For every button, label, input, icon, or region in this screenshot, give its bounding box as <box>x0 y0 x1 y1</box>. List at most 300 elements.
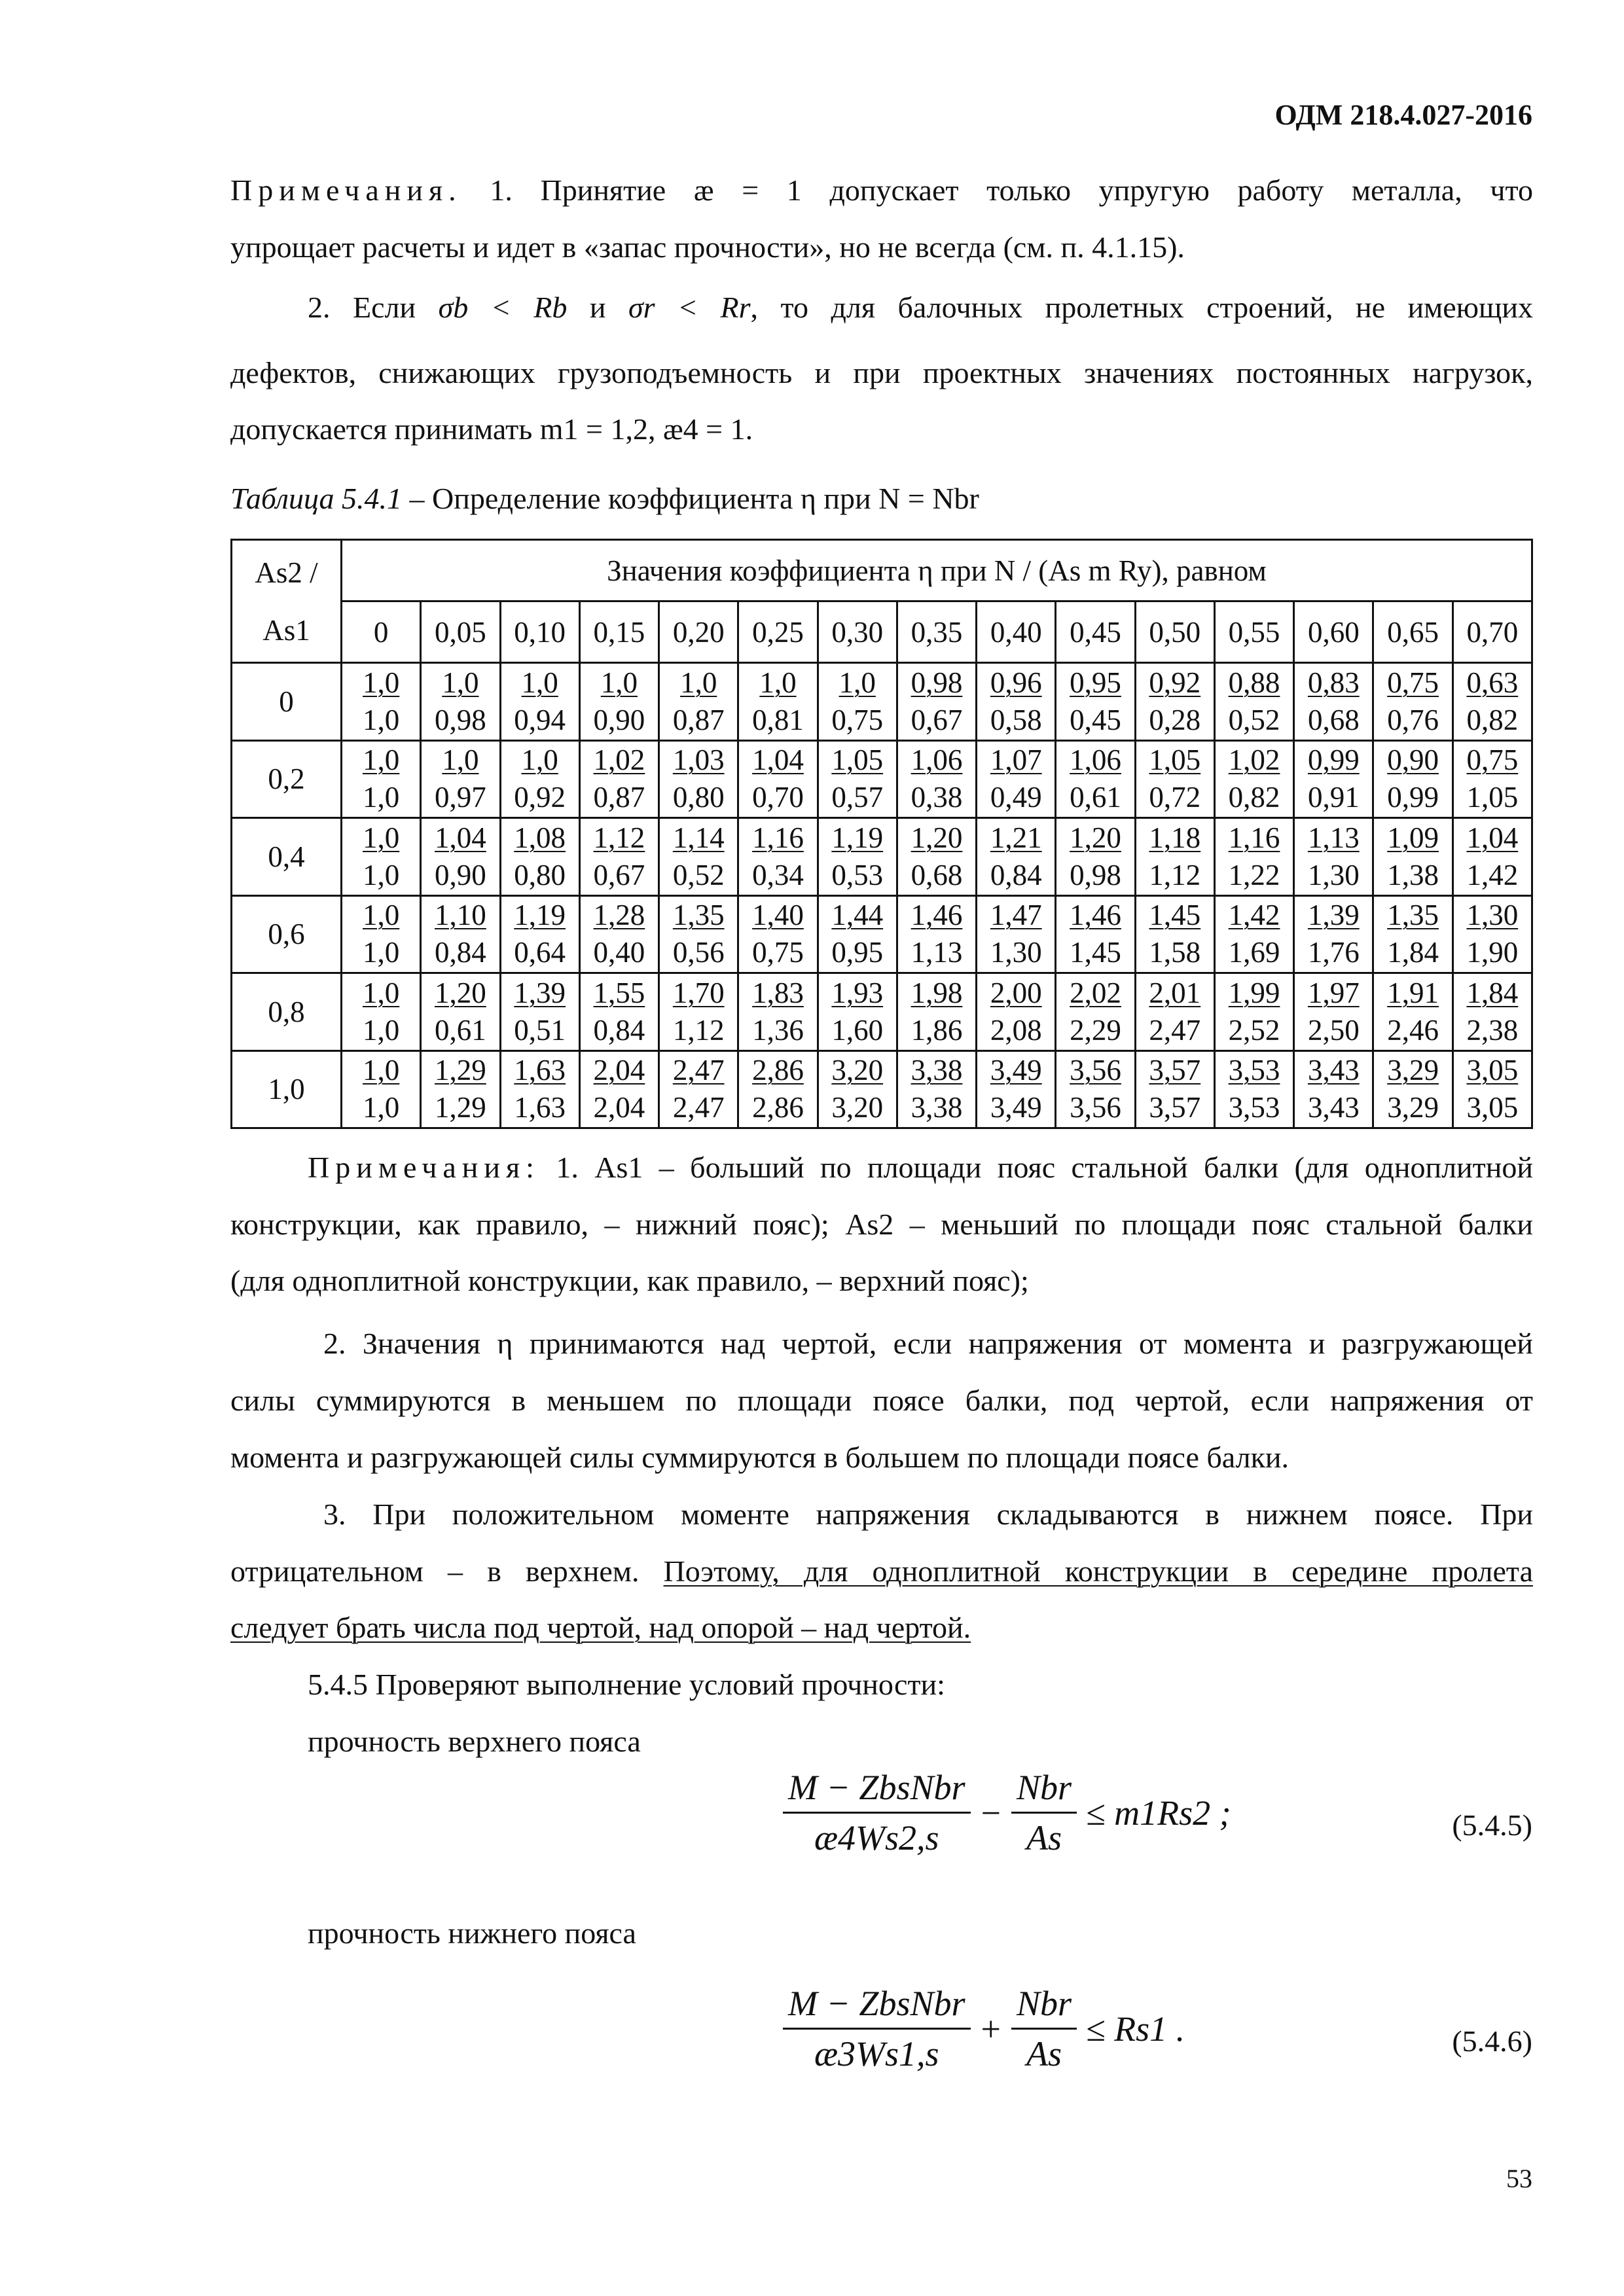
table-cell <box>500 973 579 1051</box>
value-below-line: 0,68 <box>1307 703 1360 736</box>
value-above-line: 1,0 <box>442 744 479 777</box>
table-cell <box>738 973 818 1051</box>
table-caption-number: Таблица 5.4.1 <box>230 482 403 515</box>
value-below-line: 0,90 <box>593 703 645 736</box>
value-below-line: 1,58 <box>1149 936 1201 969</box>
value-below-line: 3,53 <box>1228 1091 1280 1124</box>
column-header: 0,40 <box>977 601 1056 663</box>
column-header: 0,10 <box>500 601 579 663</box>
table-row <box>232 973 1532 1051</box>
table-cell <box>579 1050 659 1128</box>
value-below-line: 0,52 <box>672 858 725 891</box>
table-cell <box>897 663 976 741</box>
value-above-line: 1,0 <box>363 899 400 932</box>
value-above-line: 2,01 <box>1149 976 1201 1009</box>
condition-sigma-r: σr < Rr <box>628 291 751 324</box>
table-cell <box>977 895 1056 973</box>
table-cell <box>421 818 500 896</box>
value-above-line: 1,06 <box>911 744 963 777</box>
table-cell <box>659 663 738 741</box>
value-below-line: 0,34 <box>752 858 804 891</box>
value-above-line: 1,39 <box>514 976 566 1009</box>
table-cell <box>421 663 500 741</box>
value-below-line: 2,38 <box>1466 1013 1519 1047</box>
table-row <box>232 1050 1532 1128</box>
value-above-line: 1,16 <box>1228 821 1280 854</box>
value-above-line: 0,98 <box>911 666 963 699</box>
value-below-line: 0,94 <box>514 703 566 736</box>
corner-header-bottom: As1 <box>262 613 310 647</box>
table-row <box>232 740 1532 818</box>
value-above-line: 1,0 <box>442 666 479 699</box>
underlined-instruction: Поэтому, для одноплитной конструкции в середине пролета <box>663 1554 1533 1588</box>
value-below-line: 0,80 <box>672 781 725 814</box>
value-below-line: 1,36 <box>752 1013 804 1047</box>
table-cell <box>579 663 659 741</box>
value-above-line: 1,44 <box>831 899 884 932</box>
value-above-line: 1,93 <box>831 976 884 1009</box>
value-above-line: 0,88 <box>1228 666 1280 699</box>
table-cell <box>1453 663 1532 741</box>
table-cell <box>1056 663 1135 741</box>
value-above-line: 2,86 <box>752 1054 804 1087</box>
table-cell <box>659 818 738 896</box>
note-1-line-1: Примечания. 1. Принятие æ = 1 допускает только упругую работу металла, что <box>230 173 1533 207</box>
table-cell <box>977 973 1056 1051</box>
value-below-line: 0,72 <box>1149 781 1201 814</box>
value-below-line: 0,82 <box>1466 703 1519 736</box>
table-cell <box>1056 1050 1135 1128</box>
note-2-line-1: 2. Если σb < Rb и σr < Rr, то для балочных пролетных строений, не имеющих <box>308 291 1534 324</box>
value-below-line: 3,43 <box>1307 1091 1360 1124</box>
table-cell <box>1294 1050 1373 1128</box>
row-ratio: 0,4 <box>232 818 342 896</box>
column-header: 0,15 <box>579 601 659 663</box>
table-cell <box>1453 895 1532 973</box>
value-above-line: 1,83 <box>752 976 804 1009</box>
column-header: 0,55 <box>1214 601 1293 663</box>
value-above-line: 2,02 <box>1070 976 1121 1009</box>
value-above-line: 1,12 <box>593 821 645 854</box>
value-below-line: 0,90 <box>435 858 486 891</box>
value-above-line: 1,03 <box>672 744 725 777</box>
value-above-line: 1,20 <box>911 821 963 854</box>
value-above-line: 1,20 <box>1070 821 1121 854</box>
value-below-line: 1,76 <box>1307 936 1360 969</box>
value-above-line: 1,07 <box>990 744 1042 777</box>
note-2-line-3: допускается принимать m1 = 1,2, æ4 = 1. <box>230 412 753 446</box>
value-above-line: 2,00 <box>990 976 1042 1009</box>
value-below-line: 0,98 <box>1070 858 1121 891</box>
table-cell <box>579 740 659 818</box>
document-code: ОДМ 218.4.027-2016 <box>1274 99 1532 131</box>
row-ratio: 0,2 <box>232 740 342 818</box>
table-row <box>232 818 1532 896</box>
value-below-line: 0,61 <box>1070 781 1121 814</box>
table-cell <box>342 818 421 896</box>
value-above-line: 0,99 <box>1307 744 1360 777</box>
value-below-line: 3,20 <box>831 1091 884 1124</box>
value-below-line: 0,49 <box>990 781 1042 814</box>
value-above-line: 1,29 <box>435 1054 486 1087</box>
column-header: 0,30 <box>818 601 897 663</box>
table-cell <box>342 663 421 741</box>
table-cell <box>1135 1050 1214 1128</box>
value-below-line: 1,60 <box>831 1013 884 1047</box>
value-above-line: 1,05 <box>831 744 884 777</box>
value-below-line: 3,29 <box>1387 1091 1439 1124</box>
table-cell <box>579 818 659 896</box>
value-below-line: 3,38 <box>911 1091 963 1124</box>
table-cell <box>897 895 976 973</box>
table-cell <box>1056 895 1135 973</box>
value-below-line: 3,57 <box>1149 1091 1201 1124</box>
table-cell <box>342 740 421 818</box>
table-cell <box>659 895 738 973</box>
table-cell <box>897 740 976 818</box>
value-below-line: 1,0 <box>363 858 400 891</box>
value-above-line: 1,09 <box>1387 821 1439 854</box>
value-below-line: 1,13 <box>911 936 963 969</box>
table-cell <box>1056 818 1135 896</box>
table-cell <box>579 895 659 973</box>
table-note-1-line-2: конструкции, как правило, – нижний пояс); As2 – меньший по площади пояс стальной балки <box>230 1208 1533 1241</box>
value-below-line: 2,47 <box>1149 1013 1201 1047</box>
table-note-2-line-1: 2. Значения η принимаются над чертой, если напряжения от момента и разгружающей <box>323 1327 1533 1360</box>
value-below-line: 1,12 <box>1149 858 1201 891</box>
value-above-line: 1,98 <box>911 976 963 1009</box>
formula-number-5-4-6: (5.4.6) <box>1452 2024 1532 2058</box>
upper-flange-label: прочность верхнего пояса <box>308 1725 641 1758</box>
value-below-line: 1,29 <box>435 1091 486 1124</box>
table-cell <box>1294 973 1373 1051</box>
table-cell <box>1135 973 1214 1051</box>
value-below-line: 0,61 <box>435 1013 486 1047</box>
value-above-line: 1,0 <box>363 821 400 854</box>
value-below-line: 2,04 <box>593 1091 645 1124</box>
table-cell <box>818 663 897 741</box>
value-below-line: 0,70 <box>752 781 804 814</box>
column-header: 0,20 <box>659 601 738 663</box>
value-above-line: 1,16 <box>752 821 804 854</box>
value-above-line: 3,57 <box>1149 1054 1201 1087</box>
value-below-line: 0,38 <box>911 781 963 814</box>
table-cell <box>897 973 976 1051</box>
value-below-line: 0,84 <box>990 858 1042 891</box>
table-cell <box>738 895 818 973</box>
value-above-line: 1,18 <box>1149 821 1201 854</box>
value-below-line: 0,87 <box>672 703 725 736</box>
page-number: 53 <box>1506 2164 1532 2193</box>
value-below-line: 0,92 <box>514 781 566 814</box>
value-below-line: 0,75 <box>831 703 884 736</box>
table-cell <box>818 895 897 973</box>
value-below-line: 0,98 <box>435 703 486 736</box>
table-row <box>232 895 1532 973</box>
value-above-line: 0,90 <box>1387 744 1439 777</box>
span-header-text: Значения коэффициента η при N / (As m Ry), равном <box>607 554 1267 587</box>
value-below-line: 2,52 <box>1228 1013 1280 1047</box>
table-note-3-line-2: отрицательном – в верхнем. Поэтому, для одноплитной конструкции в середине пролета <box>230 1554 1533 1588</box>
value-below-line: 1,0 <box>363 1091 400 1124</box>
table-cell <box>1135 818 1214 896</box>
value-above-line: 1,02 <box>1228 744 1280 777</box>
table-cell <box>977 663 1056 741</box>
table-note-1-line-1: Примечания: 1. As1 – больший по площади пояс стальной балки (для одноплитной <box>308 1151 1533 1184</box>
table-cell <box>1294 740 1373 818</box>
value-above-line: 1,42 <box>1228 899 1280 932</box>
table-cell <box>897 1050 976 1128</box>
value-below-line: 0,84 <box>593 1013 645 1047</box>
value-below-line: 0,97 <box>435 781 486 814</box>
value-below-line: 0,58 <box>990 703 1042 736</box>
table-cell <box>1373 973 1453 1051</box>
column-header: 0,05 <box>421 601 500 663</box>
value-above-line: 1,45 <box>1149 899 1201 932</box>
value-above-line: 0,95 <box>1070 666 1121 699</box>
column-header: 0,70 <box>1453 601 1532 663</box>
value-above-line: 1,19 <box>831 821 884 854</box>
note-1-line-2: упрощает расчеты и идет в «запас прочности», но не всегда (см. п. 4.1.15). <box>230 230 1185 264</box>
value-above-line: 1,0 <box>759 666 797 699</box>
value-above-line: 1,55 <box>593 976 645 1009</box>
value-above-line: 1,46 <box>911 899 963 932</box>
value-below-line: 1,90 <box>1466 936 1519 969</box>
table-cell <box>421 973 500 1051</box>
note-2-line-2: дефектов, снижающих грузоподъемность и при проектных значениях постоянных нагрузок, <box>230 356 1533 389</box>
value-below-line: 0,67 <box>911 703 963 736</box>
section-heading: 5.4.5 Проверяют выполнение условий прочности: <box>308 1668 945 1701</box>
row-ratio: 0,8 <box>232 973 342 1051</box>
value-below-line: 3,56 <box>1070 1091 1121 1124</box>
table-cell <box>1135 740 1214 818</box>
formula-5-4-5: $\frac{\text{M − ZbsNbr}}{æ4Ws2,s}$ − $\frac{\text{Nbr}}{As}$ ≤ m1Rs2 ; <box>779 1767 1231 1858</box>
value-above-line: 1,0 <box>363 744 400 777</box>
table-cell <box>738 818 818 896</box>
value-above-line: 1,0 <box>680 666 717 699</box>
value-above-line: 3,20 <box>831 1054 884 1087</box>
table-cell <box>500 895 579 973</box>
value-below-line: 2,08 <box>990 1013 1042 1047</box>
column-header: 0,35 <box>897 601 976 663</box>
value-above-line: 1,46 <box>1070 899 1121 932</box>
table-cell <box>1214 740 1293 818</box>
value-above-line: 1,35 <box>1387 899 1439 932</box>
table-note-3-line-3 <box>230 1599 971 1656</box>
table-cell <box>818 818 897 896</box>
value-below-line: 2,50 <box>1307 1013 1360 1047</box>
value-below-line: 3,05 <box>1466 1091 1519 1124</box>
table-cell <box>1373 663 1453 741</box>
table-note-3-line-1: 3. При положительном моменте напряжения складываются в нижнем поясе. При <box>323 1498 1533 1531</box>
value-below-line: 1,0 <box>363 1013 400 1047</box>
table-cell <box>1453 740 1532 818</box>
table-cell <box>1135 895 1214 973</box>
table-cell <box>1135 663 1214 741</box>
value-above-line: 0,96 <box>990 666 1042 699</box>
value-above-line: 1,91 <box>1387 976 1439 1009</box>
value-above-line: 1,10 <box>435 899 486 932</box>
table-cell <box>1373 895 1453 973</box>
value-below-line: 0,91 <box>1307 781 1360 814</box>
table-cell <box>1373 740 1453 818</box>
table-cell <box>500 818 579 896</box>
column-header: 0,45 <box>1056 601 1135 663</box>
value-below-line: 0,28 <box>1149 703 1201 736</box>
value-above-line: 1,28 <box>593 899 645 932</box>
table-cell <box>659 1050 738 1128</box>
value-below-line: 0,51 <box>514 1013 566 1047</box>
value-above-line: 1,0 <box>363 976 400 1009</box>
value-below-line: 2,86 <box>752 1091 804 1124</box>
value-below-line: 0,40 <box>593 936 645 969</box>
value-above-line: 2,04 <box>593 1054 645 1087</box>
column-header: 0,65 <box>1373 601 1453 663</box>
value-above-line: 3,53 <box>1228 1054 1280 1087</box>
value-above-line: 1,04 <box>752 744 804 777</box>
value-below-line: 2,47 <box>672 1091 725 1124</box>
table-cell <box>1373 818 1453 896</box>
value-above-line: 1,97 <box>1307 976 1360 1009</box>
value-above-line: 3,56 <box>1070 1054 1121 1087</box>
table-cell <box>659 740 738 818</box>
value-below-line: 1,86 <box>911 1013 963 1047</box>
table-cell <box>500 663 579 741</box>
value-above-line: 1,0 <box>363 1054 400 1087</box>
table-note-2-line-2: силы суммируются в меньшем по площади поясе балки, под чертой, если напряжения от <box>230 1384 1533 1417</box>
condition-sigma-b: σb < Rb <box>438 291 568 324</box>
column-header: 0,25 <box>738 601 818 663</box>
value-above-line: 1,13 <box>1307 821 1360 854</box>
formula-5-4-6: $\frac{\text{M − ZbsNbr}}{æ3Ws1,s}$ + $\frac{\text{Nbr}}{As}$ ≤ Rs1 . <box>779 1983 1185 2074</box>
row-ratio: 0 <box>232 663 342 741</box>
value-below-line: 0,57 <box>831 781 884 814</box>
value-above-line: 0,92 <box>1149 666 1201 699</box>
value-below-line: 2,29 <box>1070 1013 1121 1047</box>
column-header: 0 <box>342 601 421 663</box>
table-cell <box>977 1050 1056 1128</box>
column-header: 0,60 <box>1294 601 1373 663</box>
table-cell <box>1056 740 1135 818</box>
value-below-line: 1,38 <box>1387 858 1439 891</box>
value-below-line: 3,49 <box>990 1091 1042 1124</box>
value-below-line: 0,53 <box>831 858 884 891</box>
table-note-1-line-3: (для одноплитной конструкции, как правило, – верхний пояс); <box>230 1264 1029 1297</box>
table-cell <box>421 1050 500 1128</box>
value-above-line: 1,14 <box>672 821 725 854</box>
value-above-line: 1,20 <box>435 976 486 1009</box>
value-above-line: 1,02 <box>593 744 645 777</box>
table-cell <box>1056 973 1135 1051</box>
value-above-line: 1,0 <box>521 744 558 777</box>
column-header: 0,50 <box>1135 601 1214 663</box>
value-above-line: 3,49 <box>990 1054 1042 1087</box>
value-above-line: 1,04 <box>435 821 486 854</box>
value-above-line: 1,47 <box>990 899 1042 932</box>
value-above-line: 1,99 <box>1228 976 1280 1009</box>
value-below-line: 0,56 <box>672 936 725 969</box>
value-below-line: 1,12 <box>672 1013 725 1047</box>
table-cell <box>818 973 897 1051</box>
table-note-2-line-3: момента и разгружающей силы суммируются в большем по площади поясе балки. <box>230 1441 1290 1474</box>
value-below-line: 0,45 <box>1070 703 1121 736</box>
coefficient-table <box>230 539 1533 1129</box>
value-above-line: 3,05 <box>1466 1054 1519 1087</box>
table-cell <box>1373 1050 1453 1128</box>
value-above-line: 1,40 <box>752 899 804 932</box>
table-cell <box>1294 818 1373 896</box>
value-above-line: 1,08 <box>514 821 566 854</box>
value-above-line: 1,70 <box>672 976 725 1009</box>
table-cell <box>738 740 818 818</box>
value-below-line: 0,84 <box>435 936 486 969</box>
value-above-line: 3,43 <box>1307 1054 1360 1087</box>
value-below-line: 0,95 <box>831 936 884 969</box>
value-below-line: 0,64 <box>514 936 566 969</box>
value-below-line: 1,30 <box>990 936 1042 969</box>
value-below-line: 1,22 <box>1228 858 1280 891</box>
value-above-line: 3,29 <box>1387 1054 1439 1087</box>
value-above-line: 1,84 <box>1466 976 1519 1009</box>
value-below-line: 1,0 <box>363 936 400 969</box>
value-below-line: 0,67 <box>593 858 645 891</box>
table-row <box>232 663 1532 741</box>
table-cell <box>1294 663 1373 741</box>
table-cell <box>342 973 421 1051</box>
table-cell <box>1214 895 1293 973</box>
value-above-line: 1,30 <box>1466 899 1519 932</box>
value-below-line: 2,46 <box>1387 1013 1439 1047</box>
value-above-line: 0,63 <box>1466 666 1519 699</box>
row-ratio: 1,0 <box>232 1050 342 1128</box>
table-cell <box>342 895 421 973</box>
corner-header-top: As2 / <box>255 556 318 589</box>
lower-flange-label: прочность нижнего пояса <box>308 1916 636 1950</box>
table-cell <box>977 740 1056 818</box>
table-cell <box>500 740 579 818</box>
value-below-line: 0,52 <box>1228 703 1280 736</box>
corner-header <box>232 540 342 663</box>
table-cell <box>1453 818 1532 896</box>
row-ratio: 0,6 <box>232 895 342 973</box>
value-below-line: 0,75 <box>752 936 804 969</box>
table-cell <box>1214 663 1293 741</box>
table-cell <box>579 973 659 1051</box>
value-below-line: 1,0 <box>363 781 400 814</box>
table-cell <box>738 1050 818 1128</box>
value-below-line: 0,80 <box>514 858 566 891</box>
table-cell <box>897 818 976 896</box>
value-above-line: 3,38 <box>911 1054 963 1087</box>
table-cell <box>818 1050 897 1128</box>
value-above-line: 0,83 <box>1307 666 1360 699</box>
table-cell <box>1453 973 1532 1051</box>
table-cell <box>818 740 897 818</box>
value-above-line: 1,0 <box>839 666 876 699</box>
formula-number-5-4-5: (5.4.5) <box>1452 1808 1532 1842</box>
value-above-line: 0,75 <box>1387 666 1439 699</box>
value-above-line: 1,05 <box>1149 744 1201 777</box>
value-below-line: 1,42 <box>1466 858 1519 891</box>
value-above-line: 2,47 <box>672 1054 725 1087</box>
value-above-line: 1,04 <box>1466 821 1519 854</box>
notes-label: Примечания. <box>230 173 462 207</box>
table-cell <box>421 895 500 973</box>
value-below-line: 1,63 <box>514 1091 566 1124</box>
table-cell <box>659 973 738 1051</box>
table-cell <box>421 740 500 818</box>
value-below-line: 0,87 <box>593 781 645 814</box>
